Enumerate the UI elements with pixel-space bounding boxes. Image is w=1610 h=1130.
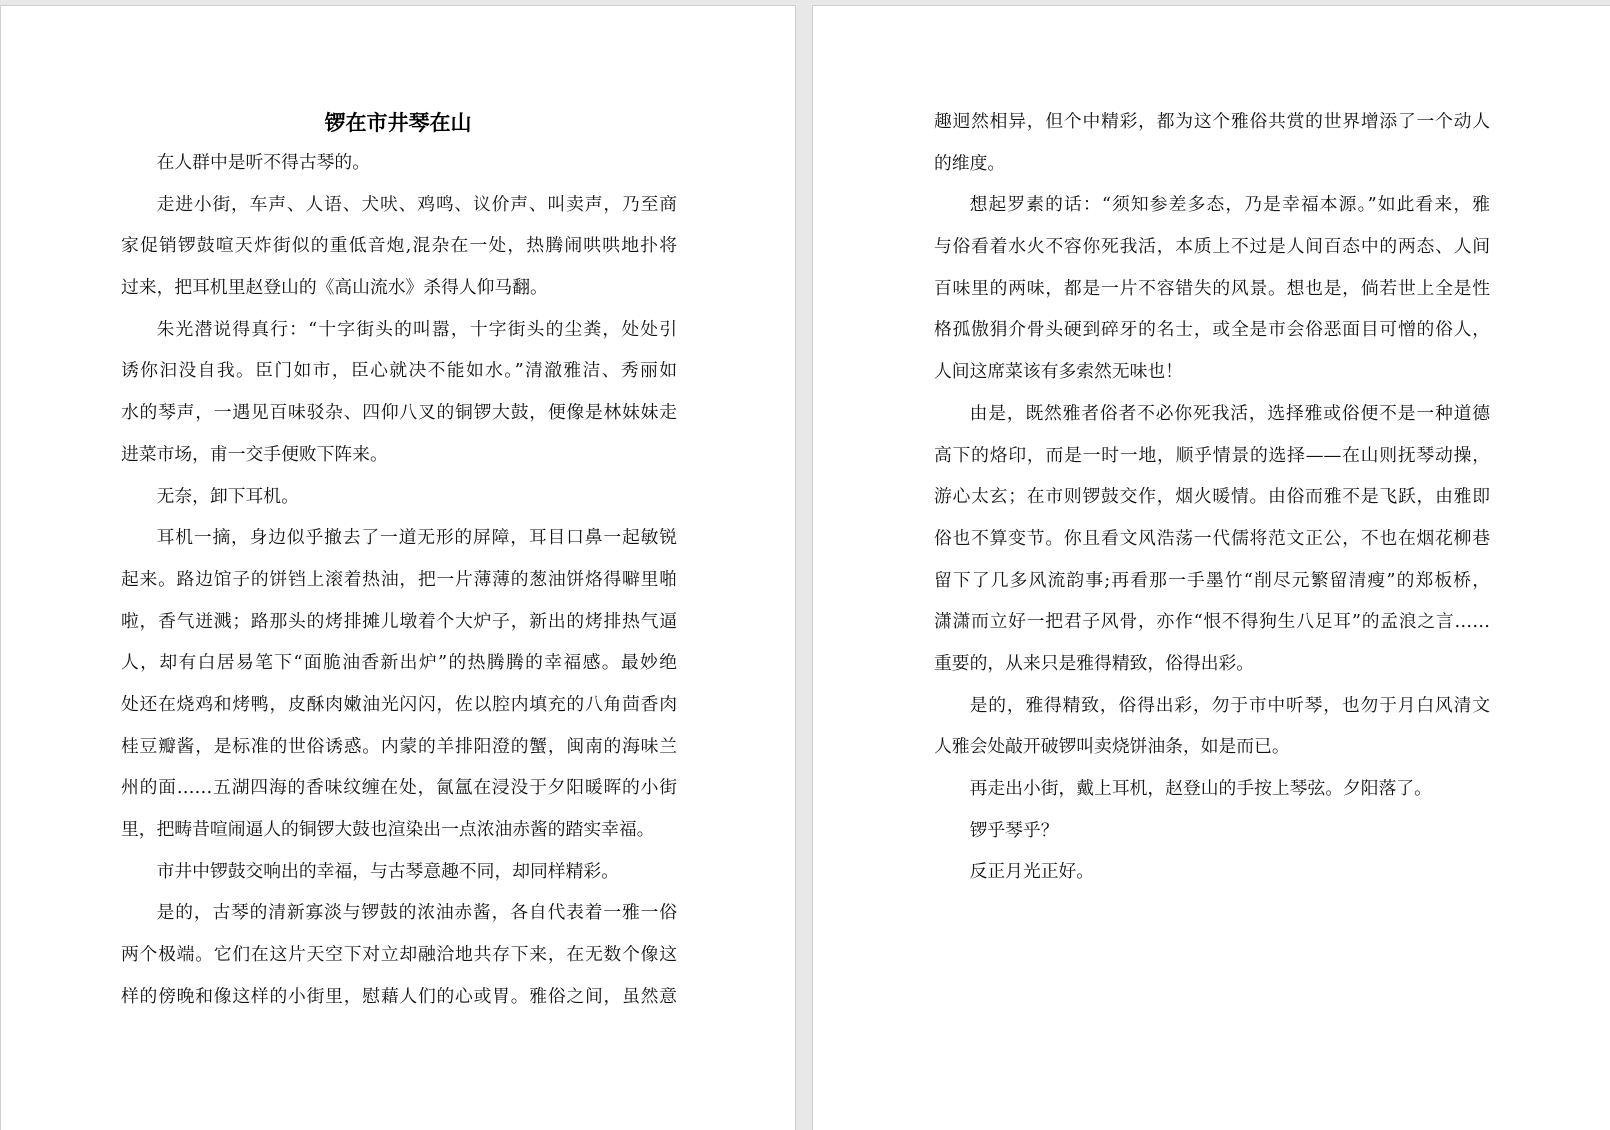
text-line: 由是，既然雅者俗者不必你死我活，选择雅或俗便不是一种道德 bbox=[969, 402, 1490, 424]
paragraph bbox=[934, 810, 1490, 852]
paragraph bbox=[934, 184, 1490, 392]
text-line: 样的傍晚和像这样的小街里，慰藉人们的心或胃。雅俗之间，虽然意 bbox=[121, 985, 677, 1007]
text-line: 桂豆瓣酱，是标准的世俗诱惑。内蒙的羊排阳澄的蟹，闽南的海味兰 bbox=[121, 735, 677, 757]
text-line: 是的，雅得精致，俗得出彩，勿于市中听琴，也勿于月白风清文 bbox=[969, 694, 1490, 716]
text-line: 过来，把耳机里赵登山的《高山流水》杀得人仰马翻。 bbox=[121, 277, 548, 299]
text-line: 处还在烧鸡和烤鸭，皮酥肉嫩油光闪闪，佐以腔内填充的八角茴香肉 bbox=[121, 693, 677, 715]
paragraph bbox=[121, 517, 677, 851]
text-line: 在人群中是听不得古琴的。 bbox=[156, 152, 370, 173]
paragraph bbox=[121, 142, 677, 184]
paragraph bbox=[121, 851, 677, 893]
document-page-left bbox=[0, 5, 796, 1130]
paragraph bbox=[934, 851, 1490, 893]
text-line: 高下的烙印，而是一时一地，顺乎情景的选择——在山则抚琴动操， bbox=[934, 444, 1490, 466]
document-page-right bbox=[812, 5, 1610, 1130]
text-line: 无奈，卸下耳机。 bbox=[156, 485, 299, 507]
text-line: 潇潇而立好一把君子风骨，亦作“恨不得狗生八足耳”的孟浪之言…… bbox=[934, 611, 1490, 633]
text-line: 俗也不算变节。你且看文风浩荡一代儒将范文正公，不也在烟花柳巷 bbox=[934, 527, 1490, 549]
paragraph bbox=[121, 184, 677, 309]
text-line: 耳机一摘，身边似乎撤去了一道无形的屏障，耳目口鼻一起敏锐 bbox=[156, 527, 677, 549]
text-line: 水的琴声，一遇见百味驳杂、四仰八叉的铜锣大鼓，便像是林妹妹走 bbox=[121, 402, 677, 424]
text-line: 诱你汩没自我。臣门如市，臣心就决不能如水。”清澈雅洁、秀丽如 bbox=[121, 360, 677, 382]
text-line: 百味里的两味，都是一片不容错失的风景。想也是，倘若世上全是性 bbox=[934, 277, 1490, 299]
text-line: 走进小街，车声、人语、犬吠、鸡鸣、议价声、叫卖声，乃至商 bbox=[156, 193, 677, 215]
text-line: 进菜市场，甫一交手便败下阵来。 bbox=[121, 443, 388, 465]
text-line: 里，把畴昔喧闹逼人的铜锣大鼓也渲染出一点浓油赤酱的踏实幸福。 bbox=[121, 819, 655, 840]
text-line: 重要的，从来只是雅得精致，俗得出彩。 bbox=[934, 652, 1255, 674]
paragraph bbox=[121, 892, 677, 1017]
text-line: 起来。路边馆子的饼铛上滚着热油，把一片薄薄的葱油饼烙得噼里啪 bbox=[121, 568, 677, 590]
paragraph bbox=[934, 393, 1490, 685]
text-line: 两个极端。它们在这片天空下对立却融洽地共存下来，在无数个像这 bbox=[121, 944, 677, 966]
text-line: 留下了几多风流韵事;再看那一手墨竹“削尽元繁留清瘦”的郑板桥， bbox=[934, 569, 1490, 591]
text-line: 市井中锣鼓交响出的幸福，与古琴意趣不同，却同样精彩。 bbox=[156, 860, 619, 882]
page-body bbox=[121, 142, 677, 1017]
text-line: 趣迥然相异，但个中精彩，都为这个雅俗共赏的世界增添了一个动人 bbox=[934, 111, 1490, 132]
text-line: 人雅会处敲开破锣叫卖烧饼油条，如是而已。 bbox=[934, 736, 1290, 758]
paragraph bbox=[934, 101, 1490, 184]
page-body bbox=[934, 101, 1490, 893]
text-line: 朱光潜说得真行：“十字街头的叫嚣，十字街头的尘粪，处处引 bbox=[156, 318, 677, 340]
text-line: 人间这席菜该有多索然无味也！ bbox=[934, 361, 1183, 383]
text-line: 锣乎琴乎？ bbox=[969, 819, 1059, 841]
text-line: 游心太玄；在市则锣鼓交作，烟火暖情。由俗而雅不是飞跃，由雅即 bbox=[934, 486, 1490, 508]
paragraph bbox=[121, 309, 677, 476]
text-line: 反正月光正好。 bbox=[969, 861, 1095, 883]
document-title: 锣在市井琴在山 bbox=[324, 111, 472, 135]
text-line: 的维度。 bbox=[934, 152, 1006, 174]
text-line: 州的面……五湖四海的香味纹缠在处，氤氲在浸没于夕阳暖晖的小街 bbox=[121, 777, 677, 799]
text-line: 与俗看着水火不容你死我活，本质上不过是人间百态中的两态、人间 bbox=[934, 236, 1490, 258]
text-line: 人，却有白居易笔下“面脆油香新出炉”的热腾腾的幸福感。最妙绝 bbox=[121, 652, 677, 674]
paragraph bbox=[934, 685, 1490, 768]
text-line: 啦，香气迸溅；路那头的烤排摊儿墩着个大炉子，新出的烤排热气逼 bbox=[121, 610, 677, 632]
paragraph bbox=[121, 476, 677, 518]
text-line: 是的，古琴的清新寡淡与锣鼓的浓油赤酱，各自代表着一雅一俗 bbox=[156, 902, 677, 924]
text-line: 再走出小街，戴上耳机，赵登山的手按上琴弦。夕阳落了。 bbox=[969, 778, 1432, 799]
text-line: 想起罗素的话：“须知参差多态，乃是幸福本源。”如此看来，雅 bbox=[969, 194, 1490, 216]
text-line: 格孤傲狷介骨头硬到碎牙的名士，或全是市会俗恶面目可憎的俗人， bbox=[934, 319, 1490, 341]
text-line: 家促销锣鼓喧天炸街似的重低音炮,混杂在一处，热腾闹哄哄地扑将 bbox=[121, 235, 677, 257]
paragraph bbox=[934, 768, 1490, 810]
